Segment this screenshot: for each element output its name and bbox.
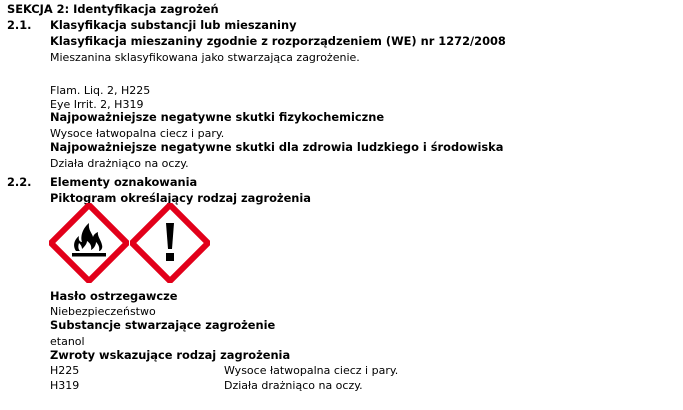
hazardous-substances-heading: Substancje stwarzające zagrożenie (50, 318, 276, 332)
health-heading: Najpoważniejsze negatywne skutki dla zdrowia ludzkiego i środowiska (50, 140, 504, 154)
subsection-heading: Klasyfikacja substancji lub mieszaniny (50, 18, 297, 32)
subsection-number: 2.1. (7, 18, 32, 32)
signal-word-heading: Hasło ostrzegawcze (50, 289, 178, 303)
classification-statement: Mieszanina sklasyfikowana jako stwarzająca zagrożenie. (50, 51, 360, 64)
hazard-code: H319 (50, 379, 80, 392)
hazardous-substance: etanol (50, 335, 85, 348)
subsection-heading: Elementy oznakowania (50, 175, 198, 189)
hazard-class: Flam. Liq. 2, H225 (50, 84, 151, 97)
exclamation-mark-icon (130, 203, 210, 283)
hazard-class: Eye Irrit. 2, H319 (50, 98, 144, 111)
pictogram-heading: Piktogram określający rodzaj zagrożenia (50, 191, 311, 205)
subsection-number: 2.2. (7, 175, 32, 189)
classification-heading: Klasyfikacja mieszaniny zgodnie z rozporządzeniem (WE) nr 1272/2008 (50, 34, 506, 48)
hazard-statement-text: Wysoce łatwopalna ciecz i pary. (224, 364, 399, 377)
section-title: SEKCJA 2: Identyfikacja zagrożeń (7, 2, 219, 16)
physchem-text: Wysoce łatwopalna ciecz i pary. (50, 127, 225, 140)
flame-icon (49, 203, 129, 283)
physchem-heading: Najpoważniejsze negatywne skutki fizykochemiczne (50, 110, 385, 124)
hazard-statements-heading: Zwroty wskazujące rodzaj zagrożenia (50, 348, 291, 362)
hazard-code: H225 (50, 364, 80, 377)
hazard-statement-text: Działa drażniąco na oczy. (224, 379, 363, 392)
health-text: Działa drażniąco na oczy. (50, 157, 189, 170)
signal-word: Niebezpieczeństwo (50, 305, 156, 318)
